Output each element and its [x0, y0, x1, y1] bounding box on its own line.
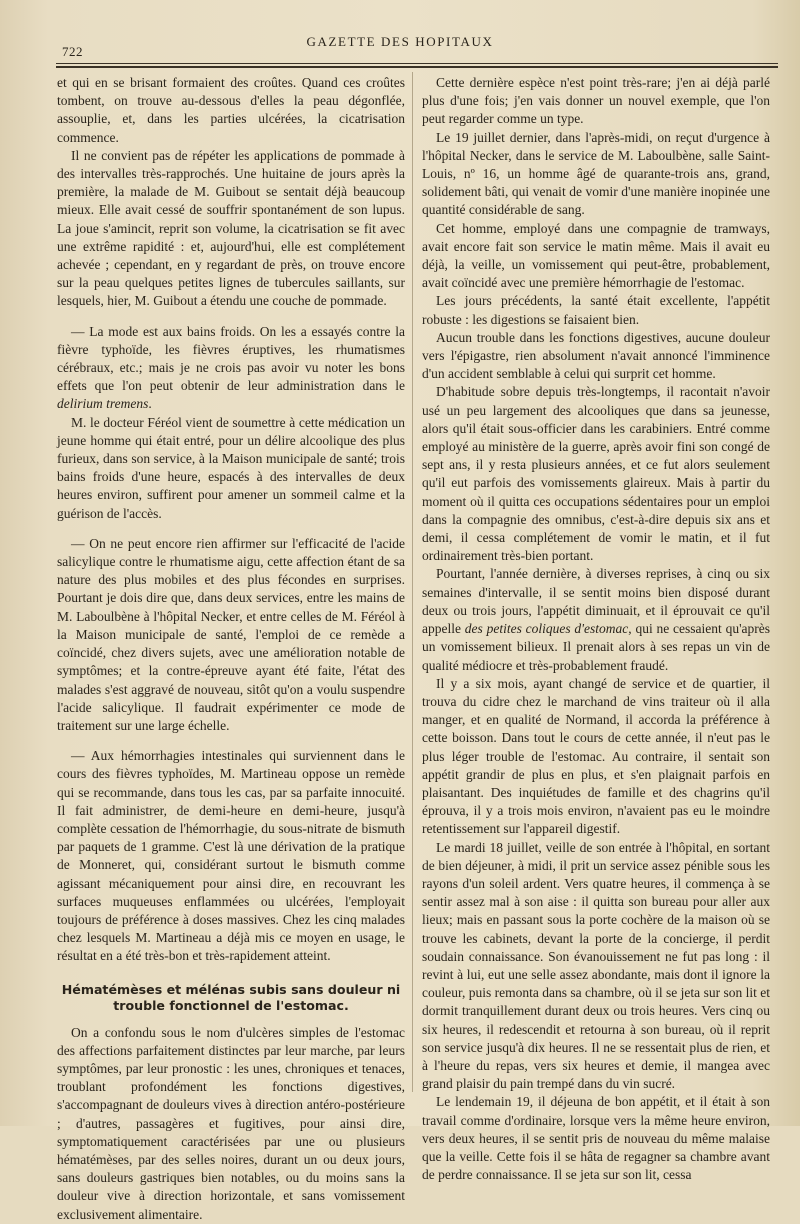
- paragraph: Cette dernière espèce n'est point très-rare; j'en ai déjà parlé plus d'une fois; j'en vais donner un nouvel exemple, que l'on peut regarder comme un type.: [422, 75, 770, 127]
- paragraph: Il y a six mois, ayant changé de service et de quartier, il trouva du cidre chez le marchand de vins traiteur où il alla manger, et en qualité de Normand, il accorda la préférence à cette boisson. Dans tout le cours de cette année, il n'eut pas le plus léger trouble de l'estomac. Au contraire, il sentait son appétit grandir de plus en plus, et s'en plaignait parfois en plaisantant. Des inquiétudes de famille et des chagrins qu'il éprouva, il y a trois mois environ, n'avaient pas eu le moindre retentissement sur l'appareil digestif.: [422, 675, 770, 837]
- paragraph: Le mardi 18 juillet, veille de son entrée à l'hôpital, en sortant de bien déjeuner, à midi, il prit un service assez pénible sous les rayons d'un soleil ardent. Vers quatre heures, il commença à se sentir assez mal à son aise : il quitta son bureau pour aller aux lieux; mais en passant sous la porte cochère de la maison où se trouve les cabinets, devant la porte de la concierge, il perdit soudain connaissance. Son évanouissement ne fut pas long : il revint à lui, eut une selle assez abondante, mais dont il ignore la couleur, puis remonta dans sa chambre, où il se jeta sur son lit et dormit tranquillement durant deux ou trois heures. Vers cinq ou six heures, il redescendit et retourna à son bureau, où il reprit son service jusqu'à dix heures. Il ne se ressentait plus de rien, et à l'heure du repas, vers six heures et demie, il mangea avec grand plaisir du pain trempé dans du vin sucré.: [422, 839, 770, 1092]
- paragraph-text: , qui ne cessaient qu'après un vomissement bilieux. Il prenait alors à ses repas un vin de qualité médiocre et très-probablement fraudé.: [422, 621, 771, 673]
- paragraph-text: Pourtant, l'année dernière, à diverses reprises, à cinq ou six semaines d'intervalle, il se sentit moins bien disposé durant deux ou trois jours, l'appétit diminuait, et il éprouvait ce qu'il appelle: [422, 566, 770, 637]
- paragraph: — Aux hémorrhagies intestinales qui surviennent dans le cours des fièvres typhoïdes, M. Martineau oppose un remède qui se recommande, dans tous les cas, par sa parfaite innocuité. Il fait administrer, de demi-heure en demi-heure, jusqu'à complète cessation de l'hémorrhagie, du sous-nitrate de bismuth par paquets de 1 gramme. C'est là une dérivation de la pratique de Monneret, qui, considérant surtout le bismuth comme agissant mécaniquement pour ainsi dire, en recouvrant les surfaces muqueuses enflammées ou ulcérées, l'employait toujours de préférence à doses massives. Chez les cinq malades chez lesquels M. Martineau a déjà mis ce moyen en usage, le résultat en a été très-bon et très-rapidement atteint.: [57, 748, 405, 964]
- paragraph: [57, 323, 405, 414]
- paragraph: Le lendemain 19, il déjeuna de bon appétit, et il était à son travail comme d'ordinaire, lorsque vers la même heure environ, vers deux heures, il se sentit pris de nouveau du même malaise que la veille. Cette fois il se hâta de regagner sa chambre avant de perdre connaissance. Il se jeta sur son lit, cessa: [422, 1094, 770, 1183]
- paragraph-text: — La mode est aux bains froids. On les a essayés contre la fièvre typhoïde, les fièvres éruptives, les rhumatismes cérébraux, etc.; mais je ne crois pas avoir vu noter les bons effets que l'on peut obtenir de leur administration dans le: [57, 323, 405, 394]
- paragraph: Il ne convient pas de répéter les applications de pommade à des intervalles très-rapprochés. Une huitaine de jours après la première, la malade de M. Guibout se sentait déjà beaucoup mieux. Elle avait cessé de souffrir spontanément de son lupus. La joue s'amincit, reprit son volume, la cicatrisation se fit avec une extrême rapidité : et, aujourd'hui, elle est complétement achevée ; cependant, en y regardant de près, on trouve encore sur la peau quelques petites lignes de tubercules saillants, sur lesquels, hier, M. Guibout a étendu une couche de pommade.: [57, 147, 405, 309]
- paragraph: Aucun trouble dans les fonctions digestives, aucune douleur vers l'épigastre, rien absolument n'avait annoncé l'imminence d'un accident semblable à celui qui surprit cet homme.: [422, 329, 770, 382]
- paragraph: et qui en se brisant formaient des croûtes. Quand ces croûtes tombent, on trouve au-dessous d'elles la peau dégonflée, assouplie, et, dans les parties ulcérées, la cicatrisation commence.: [57, 75, 405, 145]
- paragraph: On a confondu sous le nom d'ulcères simples de l'estomac des affections parfaitement distinctes par leur marche, par leurs symptômes, par leur pronostic : les unes, chroniques et tenaces, troublant profondément les fonctions digestives, s'accompagnant de douleurs vives à direction antéro-postérieure ; d'autres, passagères et fugitives, pour ainsi dire, symptomatiquement caractérisées par une ou plusieurs hématémèses, par des selles noires, durant un ou deux jours, sans douleurs gastriques bien notables, ou du moins sans la douleur vive à direction horizontale, et sans vomissement exclusivement alimentaire.: [57, 1024, 405, 1222]
- italic-term: delirium tremens: [57, 396, 149, 412]
- header-rule: [56, 63, 778, 64]
- column-divider: [412, 72, 413, 1092]
- header-rule-thick: [56, 66, 778, 68]
- paragraph: — On ne peut encore rien affirmer sur l'efficacité de l'acide salicylique contre le rhumatisme aigu, cette affection étant de sa nature des plus mobiles et des plus fécondes en surprises. Pourtant je dois dire que, dans deux services, entre les mains de M. Laboulbène à l'hôpital Necker, et entre celles de M. Féréol à la Maison municipale de santé, l'emploi de ce remède a coïncidé, chez divers sujets, avec une amélioration notable de symptômes; et la contre-épreuve ayant été faite, l'état des malades s'est aggravé de nouveau, sitôt qu'on a voulu suspendre l'acide salicylique. Il faudrait expérimenter ce mode de traitement sur une large échelle.: [57, 535, 405, 733]
- paragraph: Cet homme, employé dans une compagnie de tramways, avait encore fait son service le matin même. Mais il avait eu déjà, la veille, un vomissement qui peut-être, probablement, avait coïncidé avec une première hémorrhagie de l'estomac.: [422, 220, 770, 291]
- section-title: Hématémèses et mélénas subis sans douleur ni trouble fonctionnel de l'estomac.: [61, 981, 401, 1013]
- paragraph: [422, 565, 770, 674]
- paragraph: Le 19 juillet dernier, dans l'après-midi, on reçut d'urgence à l'hôpital Necker, dans le service de M. Laboulbène, salle Saint-Louis, nº 16, un homme âgé de quarante-trois ans, grand, solidement bâti, qui venait de vomir d'une manière inopinée une quantité considérable de sang.: [422, 129, 770, 218]
- paragraph: D'habitude sobre depuis très-longtemps, il racontait n'avoir usé un peu largement des alcooliques que dans sa jeunesse, alors qu'il était sous-officier dans les carabiniers. Entré comme employé au ministère de la guerre, après avoir fini son congé de sept ans, il y resta plusieurs années, et ce fut alors seulement qu'il eut parfois des vomissements glaireux. Mais à partir du moment où il quitta ces occupations sédentaires pour un emploi dans la compagnie des omnibus, c'est-à-dire depuis six ans et demi, il cessa complétement de vomir le matin, et il fut ordinairement très-bien portant.: [422, 384, 770, 564]
- right-column: [422, 74, 771, 1183]
- italic-term: des petites coliques d'estomac: [464, 621, 629, 637]
- page-number: 722: [62, 44, 83, 59]
- paragraph: M. le docteur Féréol vient de soumettre à cette médication un jeune homme qui était entré, pour un délire alcoolique des plus furieux, dans son service, à la Maison municipale de santé; trois bains froids d'une heure, espacés à des intervalles de deux heures environ, suffirent pour amener un sommeil calme et la guérison de l'accès.: [57, 414, 405, 521]
- left-column: [57, 74, 405, 1222]
- paragraph: Les jours précédents, la santé était excellente, l'appétit robuste : les digestions se faisaient bien.: [422, 293, 770, 327]
- paragraph-text: .: [148, 396, 152, 412]
- journal-title: GAZETTE DES HOPITAUX: [306, 34, 494, 49]
- page-header: [0, 30, 800, 64]
